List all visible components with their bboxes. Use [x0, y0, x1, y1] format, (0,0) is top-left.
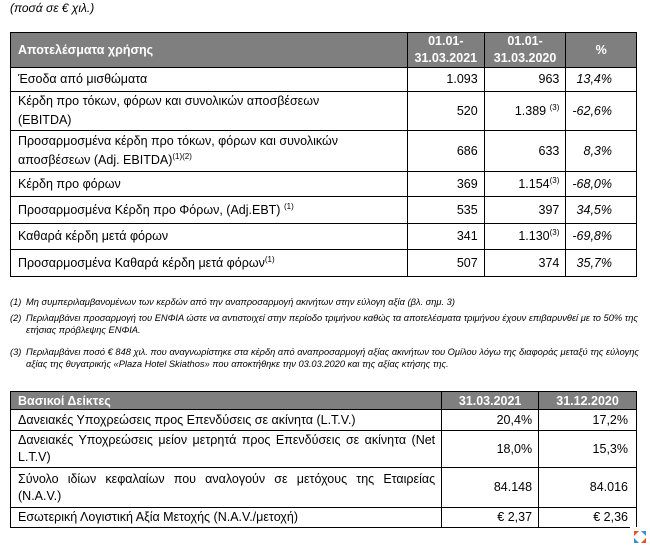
footnote-ref: (3)	[549, 227, 560, 237]
value-text: 1.130	[518, 229, 550, 243]
table-row	[11, 131, 637, 172]
footnote-ref: (1)	[283, 201, 294, 211]
header-line: 31.03.2020	[493, 51, 557, 65]
value-2021: 686	[407, 131, 484, 172]
value-text: 1.154	[518, 176, 550, 191]
row-label	[11, 250, 408, 277]
value-2020	[484, 131, 566, 172]
indicator-2020: 17,2%	[539, 410, 637, 431]
value-text: 397	[538, 202, 560, 217]
value-2021: 507	[407, 250, 484, 277]
footnote-text: Περιλαμβάνει ποσό € 848 χιλ. που αναγνωρίστηκε στα κέρδη από αναπροσαρμογή αξίας ακινήτων του Ομίλου λόγω της διαφοράς μεταξύ της εύλογης αξίας της θυγατρικής «Plaza Hotel Skiathos» που αποκτήθηκε την 03.03.2020 και της αξίας κτήσης της.	[26, 347, 639, 369]
table-row	[11, 250, 637, 277]
results-header-row	[11, 33, 637, 68]
value-2020	[484, 68, 566, 92]
value-2020	[484, 250, 566, 277]
footnote-key: (2)	[10, 313, 22, 323]
indicators-header-2020: 31.12.2020	[539, 392, 637, 410]
value-text: 1.389	[514, 103, 547, 118]
table-row	[11, 431, 637, 468]
pct-change: 13,4%	[566, 68, 637, 92]
value-2020	[484, 197, 566, 224]
table-row	[11, 468, 637, 508]
pct-change: 8,3%	[566, 131, 637, 172]
indicator-2021: 84.148	[442, 468, 539, 508]
results-table	[10, 32, 637, 277]
table-row	[11, 197, 637, 224]
footnote-2	[10, 312, 640, 336]
label-text: Προσαρμοσμένα κέρδη προ τόκων, φόρων και συνολικών	[18, 134, 339, 148]
results-header-2021	[407, 33, 484, 68]
value-2021: 1.093	[407, 68, 484, 92]
pct-change: -69,8%	[566, 224, 637, 250]
label-text: (EBITDA)	[18, 113, 72, 127]
row-label	[11, 68, 408, 92]
table-row	[11, 92, 637, 131]
table-row	[11, 224, 637, 250]
indicator-2021: 18,0%	[442, 431, 539, 468]
indicators-table	[10, 391, 637, 528]
indicator-label: Σύνολο ιδίων κεφαλαίων που αναλογούν σε μετόχους της Εταιρείας (N.A.V.)	[11, 468, 442, 508]
footnote-3	[10, 346, 640, 370]
table-row	[11, 172, 637, 197]
indicators-header-row	[11, 392, 637, 410]
pct-change: -68,0%	[566, 172, 637, 197]
results-header-pct: %	[566, 33, 637, 68]
indicator-label: Εσωτερική Λογιστική Αξία Μετοχής (N.A.V./μετοχή)	[11, 508, 442, 528]
label-text: Κέρδη προ τόκων, φόρων και συνολικών αποσβέσεων	[18, 94, 320, 108]
value-2020	[484, 92, 566, 131]
indicator-2020: 15,3%	[539, 431, 637, 468]
value-text: 633	[538, 143, 560, 158]
footnote-ref: (1)	[264, 254, 275, 264]
indicators-header-label: Βασικοί Δείκτες	[11, 392, 442, 410]
label-text: Προσαρμοσμένα Καθαρά κέρδη μετά φόρων	[18, 255, 265, 270]
footnote-ref: (3)	[549, 175, 560, 185]
value-2021: 369	[407, 172, 484, 197]
pct-change: 35,7%	[566, 250, 637, 277]
value-2020	[484, 224, 566, 250]
indicator-label: Δανειακές Υποχρεώσεις μείον μετρητά προς Επενδύσεις σε ακίνητα (Net L.T.V)	[11, 431, 442, 468]
value-2020	[484, 172, 566, 197]
table-row	[11, 410, 637, 431]
footnote-key: (3)	[10, 347, 22, 357]
table-row	[11, 68, 637, 92]
table-row	[11, 508, 637, 528]
indicator-2021: € 2,37	[442, 508, 539, 528]
pct-change: 34,5%	[566, 197, 637, 224]
label-text: αποσβέσεων (Adj. EBITDA)	[18, 153, 173, 167]
label-text: Έσοδα από μισθώματα	[18, 72, 148, 86]
footnote-ref: (1)(2)	[172, 151, 192, 161]
indicators-header-2021: 31.03.2021	[442, 392, 539, 410]
indicator-label: Δανειακές Υποχρεώσεις προς Επενδύσεις σε ακίνητα (L.T.V.)	[11, 410, 442, 431]
header-line: 01.01-	[507, 34, 543, 48]
label-text: Καθαρά κέρδη μετά φόρων	[18, 229, 169, 243]
row-label	[11, 92, 408, 131]
unit-note: (ποσά σε € χιλ.)	[10, 1, 95, 15]
row-label	[11, 197, 408, 224]
pct-change: -62,6%	[566, 92, 637, 131]
indicator-2020: € 2,36	[539, 508, 637, 528]
fit-to-window-icon[interactable]	[630, 527, 650, 547]
header-line: 31.03.2021	[414, 51, 478, 65]
label-text: Κέρδη προ φόρων	[18, 176, 121, 191]
header-line: 01.01-	[428, 34, 464, 48]
value-text: 374	[538, 255, 560, 270]
label-text: Προσαρμοσμένα Κέρδη προ Φόρων, (Adj.EBT)	[18, 202, 281, 217]
row-label	[11, 131, 408, 172]
footnote-key: (1)	[10, 297, 22, 307]
value-text: 963	[538, 72, 560, 86]
row-label	[11, 172, 408, 197]
indicator-2021: 20,4%	[442, 410, 539, 431]
footnote-text: Μη συμπεριλαμβανομένων των κερδών από την αναπροσαρμογή ακινήτων στην εύλογη αξία (βλ. σημ. 3)	[26, 297, 455, 307]
footnote-text: Περιλαμβάνει προσαρμογή του ΕΝΦΙΑ ώστε να αντιστοιχεί στην περίοδο τριμήνου καθώς τα αποτελέσματα τριμήνου έχουν επιβαρυνθεί με το 50% της ετήσιας πρόβλεψης ΕΝΦΙΑ.	[26, 313, 638, 335]
footnote-ref: (3)	[549, 102, 560, 112]
footnote-1	[10, 296, 640, 308]
results-header-label: Αποτελέσματα χρήσης	[11, 33, 408, 68]
results-header-2020	[484, 33, 566, 68]
value-2021: 341	[407, 224, 484, 250]
value-2021: 520	[407, 92, 484, 131]
row-label	[11, 224, 408, 250]
value-2021: 535	[407, 197, 484, 224]
indicator-2020: 84.016	[539, 468, 637, 508]
